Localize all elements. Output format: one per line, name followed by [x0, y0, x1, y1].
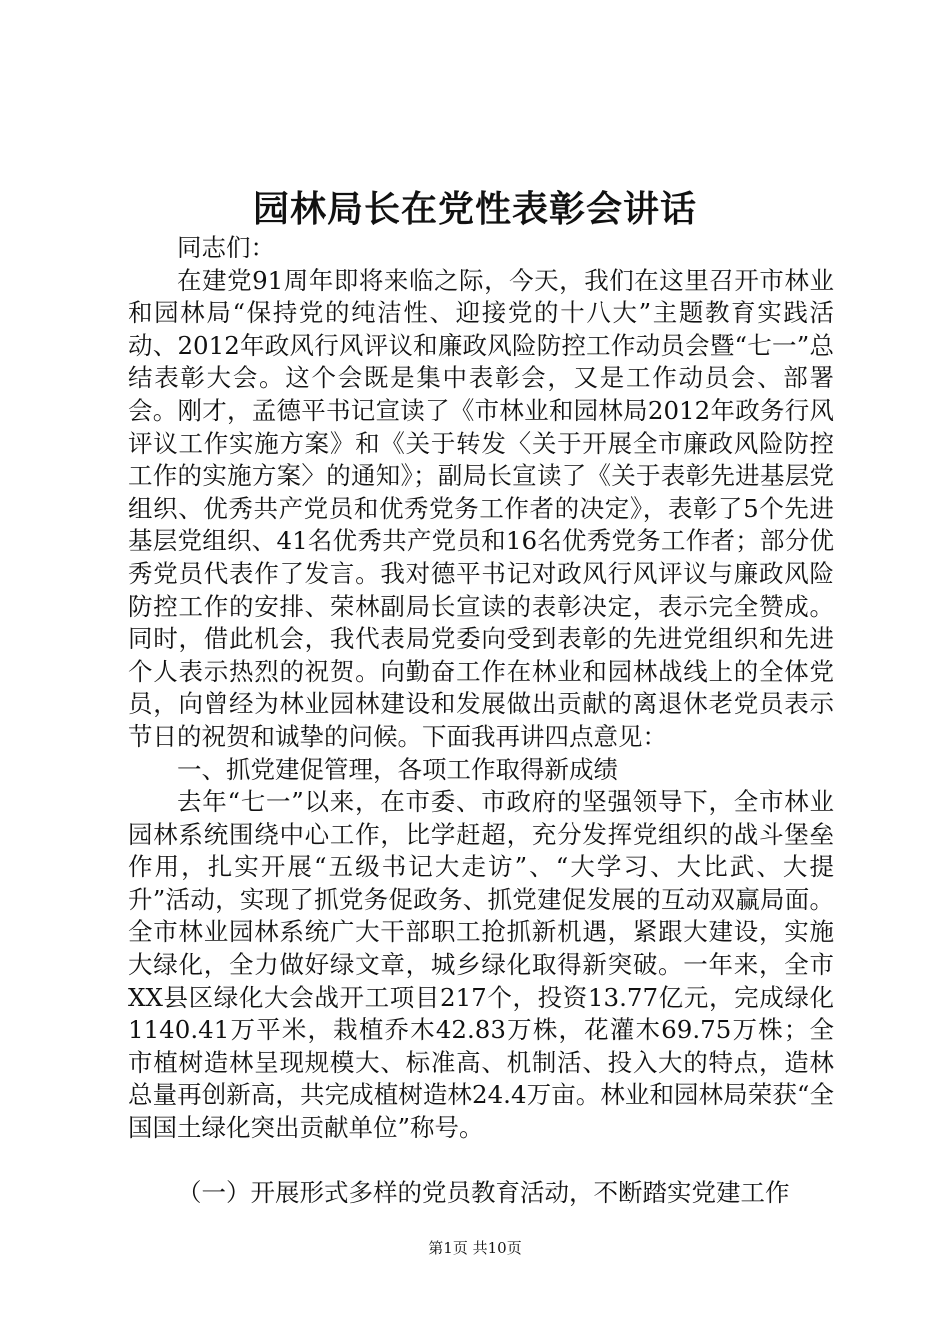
salutation: 同志们： [177, 233, 275, 262]
paragraph-intro: 在建党91周年即将来临之际，今天，我们在这里召开市林业和园林局“保持党的纯洁性、迎接党的十八大”主题教育实践活动、2012年政风行风评议和廉政风险防控工作动员会暨“七一”总结表彰大会。这个会既是集中表彰会，又是工作动员会、部署会。刚才，孟德平书记宣读了《市林业和园林局2012年政务行风评议工作实施方案》和《关于转发〈关于开展全市廉政风险防控工作的实施方案〉的通知》；副局长宣读了《关于表彰先进基层党组织、优秀共产党员和优秀党务工作者的决定》，表彰了5个先进基层党组织、41名优秀共产党员和16名优秀党务工作者；部分优秀党员代表作了发言。我对德平书记对政风行风评议与廉政风险防控工作的安排、荣林副局长宣读的表彰决定，表示完全赞成。同时，借此机会，我代表局党委向受到表彰的先进党组织和先进个人表示热烈的祝贺。向勤奋工作在林业和园林战线上的全体党员，向曾经为林业园林建设和发展做出贡献的离退休老党员表示节日的祝贺和诚挚的问候。下面我再讲四点意见： [128, 265, 834, 751]
paragraph-achievements: 去年“七一”以来，在市委、市政府的坚强领导下，全市林业园林系统围绕中心工作，比学赶超，充分发挥党组织的战斗堡垒作用，扎实开展“五级书记大走访”、“大学习、大比武、大提升”活动，实现了抓党务促政务、抓党建促发展的互动双赢局面。全市林业园林系统广大干部职工抢抓新机遇，紧跟大建设，实施大绿化，全力做好绿文章，城乡绿化取得新突破。一年来，全市XX县区绿化大会战开工项目217个，投资13.77亿元，完成绿化1140.41万平米，栽植乔木42.83万株，花灌木69.75万株；全市植树造林呈现规模大、标准高、机制活、投入大的特点，造林总量再创新高，共完成植树造林24.4万亩。林业和园林局荣获“全国国土绿化突出贡献单位”称号。 [128, 787, 834, 1143]
section-heading-1: 一、抓党建促管理，各项工作取得新成绩 [177, 754, 618, 784]
page-footer: 第1页 共10页 [428, 1239, 522, 1257]
subsection-heading-1: （一）开展形式多样的党员教育活动，不断踏实党建工作 [177, 1177, 790, 1207]
document-body [128, 232, 834, 1209]
document-title: 园林局长在党性表彰会讲话 [252, 188, 697, 230]
